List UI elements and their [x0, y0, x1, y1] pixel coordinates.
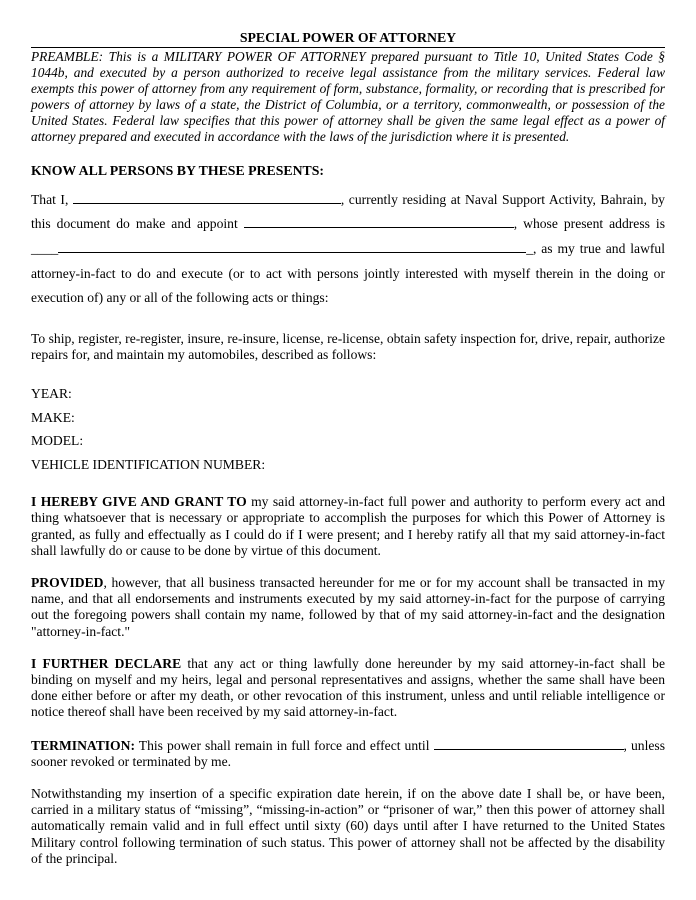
address-blank-prefix: ____	[31, 240, 59, 256]
execution-line: execution of) any or all of the following acts or things:	[31, 290, 329, 306]
declare-body: that any act or thing lawfully done hereunder by my said attorney-in-fact shall be binding on myself and my heirs, legal and personal representatives and assigns, whether the same shall have been done either before or after my death, or other revocation of this instrument, unless and until reliable intelligence or notice thereof shall have been received by my said attorney-in-fact.	[31, 655, 665, 720]
preamble-paragraph: PREAMBLE: This is a MILITARY POWER OF ATTORNEY prepared pursuant to Title 10, United States Code § 1044b, and executed by a person authorized to receive legal assistance from the military services. Federal law exempts this power of attorney from any requirement of form, substance, formality, or recording that is prescribed for powers of attorney by laws of a state, the District of Columbia, or a territory, commonwealth, or possession of the United States. Federal law specifies that this power of attorney shall be given the same legal effect as a power of attorney prepared and executed in accordance with the laws of the jurisdiction where it is presented.	[31, 49, 665, 145]
attorney-name-blank[interactable]	[244, 215, 514, 228]
notwithstanding-paragraph: Notwithstanding my insertion of a specific expiration date herein, if on the above date I shall be, or have been, carried in a military status of “missing”, “missing-in-action” or “prisoner of war,” then this power of attorney shall automatically remain valid and in full effect until sixty (60) days until after I have returned to the United States Military control following termination of such status. This power of attorney shall not be affected by the disability of the principal.	[31, 785, 665, 866]
address-line	[31, 237, 665, 262]
residing-text: , currently residing at Naval Support Activity, Bahrain, by	[340, 191, 665, 207]
termination-paragraph	[31, 737, 665, 770]
termination-date-blank[interactable]	[434, 737, 624, 750]
termination-line	[31, 737, 665, 754]
principal-name-blank[interactable]	[73, 191, 341, 204]
vehicle-vin-field[interactable]: VEHICLE IDENTIFICATION NUMBER:	[31, 456, 266, 472]
grant-lead: I HEREBY GIVE AND GRANT TO	[31, 494, 247, 510]
principal-line	[31, 188, 665, 213]
termination-end: , unless	[623, 737, 665, 753]
provided-lead: PROVIDED	[31, 574, 104, 590]
that-i-label: That I,	[31, 191, 69, 207]
attorney-address-blank[interactable]	[58, 240, 526, 253]
provided-paragraph	[31, 575, 665, 640]
termination-line-2: sooner revoked or terminated by me.	[31, 753, 232, 769]
vehicle-fields	[31, 382, 665, 476]
vehicle-year-field[interactable]: YEAR:	[31, 386, 72, 402]
termination-body: This power shall remain in full force and effect until	[134, 737, 430, 753]
appointment-section	[31, 188, 665, 311]
appoint-line	[31, 212, 665, 237]
vehicle-make-field[interactable]: MAKE:	[31, 409, 75, 425]
address-label: , whose present address is	[513, 216, 665, 232]
grant-body: my said attorney-in-fact full power and authority to perform every act and thing whatsoever that is necessary or appropriate to accomplish the purposes for which this Power of Attorney is granted, as fully and effectually as I could do if I were present; and I hereby ratify all that my said attorney-in-fact shall lawfully do or cause to be done by virtue of this document.	[31, 494, 665, 558]
title-divider	[31, 47, 665, 48]
document-title: SPECIAL POWER OF ATTORNEY	[239, 30, 457, 45]
appoint-text: this document do make and appoint	[31, 216, 238, 232]
ship-paragraph: To ship, register, re-register, insure, re-insure, license, re-license, obtain safety inspection for, drive, repair, authorize repairs for, and maintain my automobiles, described as follows:	[31, 330, 665, 362]
know-all-heading: KNOW ALL PERSONS BY THESE PRESENTS:	[31, 162, 325, 178]
attorney-in-fact-line: attorney-in-fact to do and execute (or to act with persons jointly interested with myself therein in the doing or	[31, 265, 665, 281]
true-lawful-text: _, as my true and lawful	[526, 240, 665, 256]
provided-body: , however, that all business transacted hereunder for me or for my account shall be transacted in my name, and that all endorsements and instruments executed by my said attorney-in-fact for the purpose of carrying out the foregoing powers shall contain my name, followed by that of my said attorney-in-fact and the designation "attorney-in-fact."	[31, 574, 665, 639]
declare-paragraph	[31, 656, 665, 721]
termination-lead: TERMINATION:	[31, 737, 135, 753]
grant-paragraph	[31, 494, 665, 559]
declare-lead: I FURTHER DECLARE	[31, 655, 182, 671]
vehicle-model-field[interactable]: MODEL:	[31, 433, 84, 449]
document-page	[31, 30, 665, 867]
